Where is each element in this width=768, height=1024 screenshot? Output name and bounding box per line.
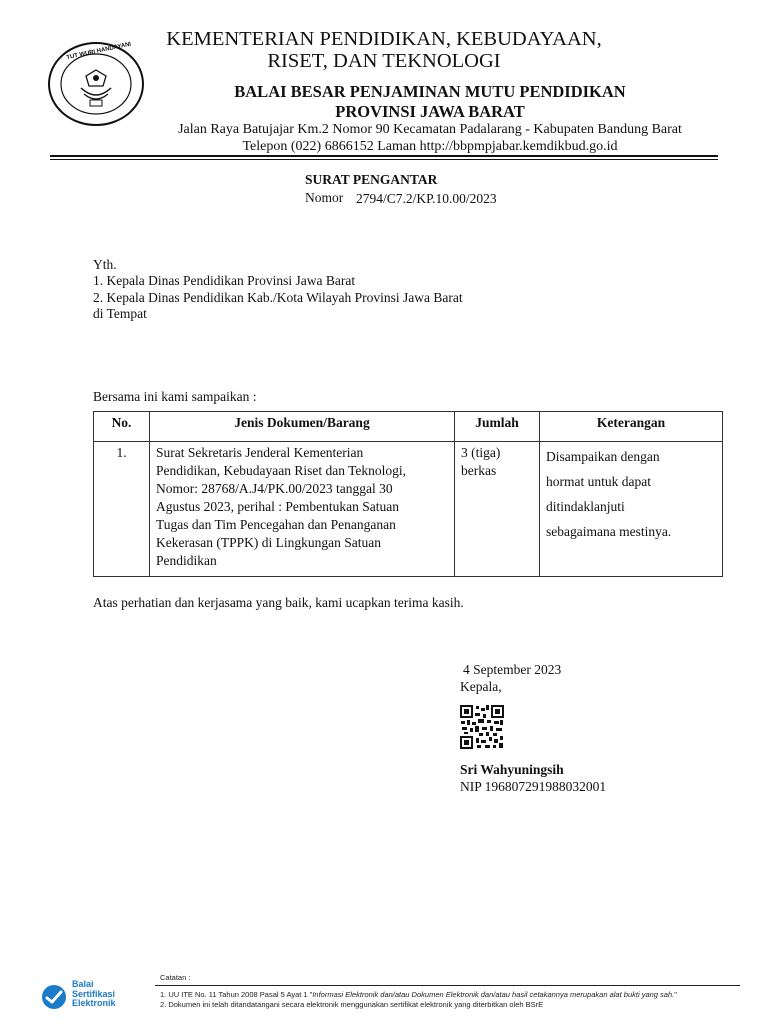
cell-jumlah	[455, 442, 540, 577]
keterangan-line: ditindaklanjuti	[546, 499, 625, 514]
closing-text: Atas perhatian dan kerjasama yang baik, kami ucapkan terima kasih.	[93, 595, 464, 610]
office-address: Jalan Raya Batujajar Km.2 Nomor 90 Kecamatan Padalarang - Kabupaten Bandung Barat	[178, 122, 682, 137]
cell-no: 1.	[94, 442, 150, 577]
office-contact: Telepon (022) 6866152 Laman http://bbpmpjabar.kemdikbud.go.id	[242, 139, 618, 154]
qr-code-icon	[460, 705, 504, 749]
bsre-label	[72, 980, 116, 1009]
document-table	[93, 411, 723, 577]
jenis-line: Nomor: 28768/A.J4/PK.00/2023 tanggal 30	[156, 481, 393, 496]
footer-note-2: 2. Dokumen ini telah ditandatangani secara elektronik menggunakan sertifikat elektronik yang diterbitkan oleh BSrE	[160, 1000, 544, 1009]
ministry-logo	[46, 40, 146, 128]
footer-note-label: Catatan :	[160, 973, 191, 982]
recipient-2: 2. Kepala Dinas Pendidikan Kab./Kota Wilayah Provinsi Jawa Barat	[93, 290, 463, 305]
jenis-line: Pendidikan	[156, 553, 217, 568]
logo-motto: TUT WURI HANDAYANI	[66, 41, 132, 62]
recipient-place: di Tempat	[93, 306, 147, 321]
table-header-row	[94, 412, 723, 442]
intro-text: Bersama ini kami sampaikan :	[93, 389, 257, 404]
header-jenis: Jenis Dokumen/Barang	[150, 412, 455, 442]
letter-number: 2794/C7.2/KP.10.00/2023	[356, 191, 497, 206]
jumlah-line: 3 (tiga)	[461, 445, 501, 460]
table-row	[94, 442, 723, 577]
header-no: No.	[94, 412, 150, 442]
letterhead-rule-thin	[50, 159, 718, 160]
keterangan-line: hormat untuk dapat	[546, 474, 651, 489]
header-jumlah: Jumlah	[455, 412, 540, 442]
office-name-line1: BALAI BESAR PENJAMINAN MUTU PENDIDIKAN	[234, 82, 626, 101]
salutation: Yth.	[93, 257, 117, 272]
footer-rule	[155, 985, 740, 986]
bsre-label-line: Balai	[72, 979, 94, 989]
signatory-nip: NIP 196807291988032001	[460, 779, 607, 794]
bsre-label-line: Elektronik	[72, 998, 116, 1008]
letterhead-rule-thick	[50, 155, 718, 157]
keterangan-line: sebagaimana mestinya.	[546, 524, 672, 539]
jenis-line: Tugas dan Tim Pencegahan dan Penanganan	[156, 517, 396, 532]
jenis-line: Pendidikan, Kebudayaan Riset dan Teknologi,	[156, 463, 407, 478]
jumlah-line: berkas	[461, 463, 497, 478]
footer-note-1-prefix: 1. UU ITE No. 11 Tahun 2008 Pasal 5 Ayat 1 "	[160, 990, 313, 999]
keterangan-line: Disampaikan dengan	[546, 449, 660, 464]
footer-note-1-suffix: "	[674, 990, 677, 999]
jenis-line: Surat Sekretaris Jenderal Kementerian	[156, 445, 364, 460]
bsre-logo-icon	[40, 983, 68, 1011]
letter-number-label: Nomor	[305, 190, 344, 205]
letter-title: SURAT PENGANTAR	[305, 172, 438, 187]
footer-note-1	[160, 990, 677, 1000]
signatory-name: Sri Wahyuningsih	[460, 762, 564, 777]
ministry-name-line1: KEMENTERIAN PENDIDIKAN, KEBUDAYAAN,	[166, 28, 602, 50]
jenis-line: Kekerasan (TPPK) di Lingkungan Satuan	[156, 535, 381, 550]
bsre-label-line: Sertifikasi	[72, 988, 116, 999]
jenis-line: Agustus 2023, perihal : Pembentukan Satuan	[156, 499, 399, 514]
footer-note-1-quote: Informasi Elektronik dan/atau Dokumen Elektronik dan/atau hasil cetakannya merupakan alat bukti yang sah.	[312, 990, 675, 999]
cell-jenis	[150, 442, 455, 577]
recipient-1: 1. Kepala Dinas Pendidikan Provinsi Jawa Barat	[93, 273, 356, 288]
ministry-name-line2: RISET, DAN TEKNOLOGI	[267, 50, 501, 72]
header-keterangan: Keterangan	[540, 412, 723, 442]
office-name-line2: PROVINSI JAWA BARAT	[335, 102, 525, 121]
cell-keterangan	[540, 442, 723, 577]
signature-position: Kepala,	[460, 679, 502, 694]
signature-date: 4 September 2023	[463, 662, 562, 677]
